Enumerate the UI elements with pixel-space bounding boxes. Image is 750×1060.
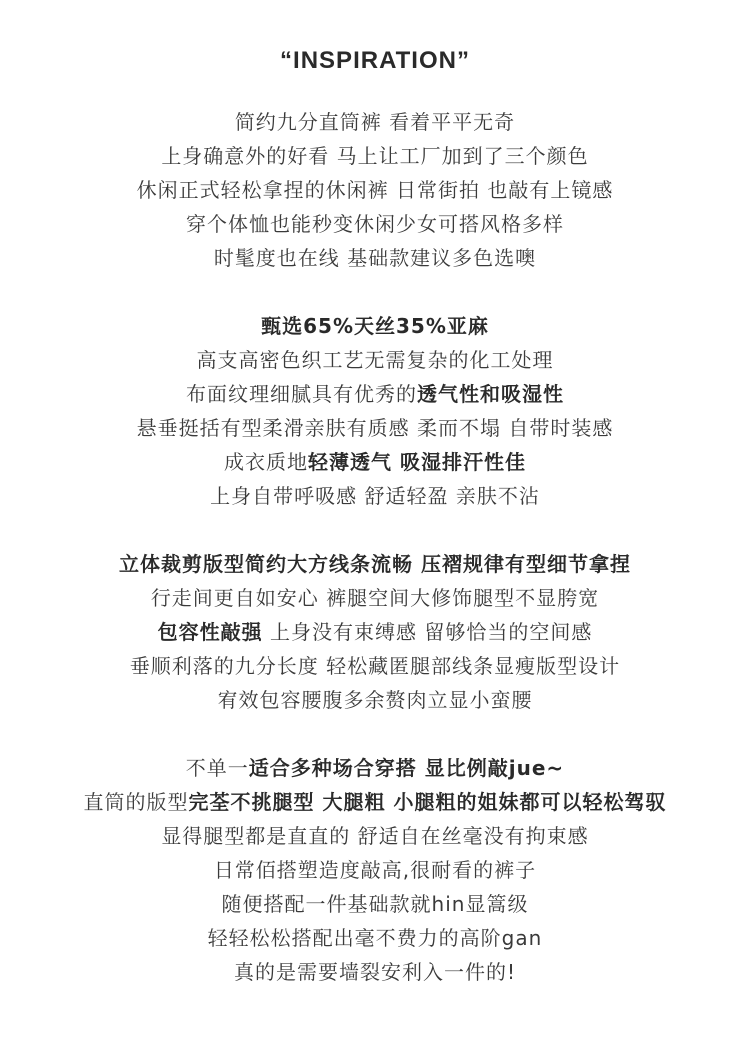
text-line [0,649,750,683]
body-text: 显得腿型都是直直的 舒适自在丝毫没有拘束感 [161,824,589,848]
body-text: 日常佰搭塑造度敲高,很耐看的裤子 [213,858,537,882]
text-line [0,785,750,819]
text-line [0,343,750,377]
text-line [0,615,750,649]
body-text: 成衣质地 [224,450,309,474]
page-title: “INSPIRATION” [280,47,470,74]
text-line [0,309,750,343]
body-text: 简约九分直筒裤 看着平平无奇 [234,110,516,134]
body-text: 不单一 [185,756,249,780]
highlight-text: 透气性和吸湿性 [417,382,564,406]
body-text: 直筒的版型 [83,790,189,814]
paragraph-versatility [0,751,750,989]
paragraph-fabric [0,309,750,513]
body-text: 轻轻松松搭配出毫不费力的高阶gan [207,926,543,950]
text-line [0,173,750,207]
highlight-text: 立体裁剪版型简约大方线条流畅 压褶规律有型细节拿捏 [119,552,631,576]
body-text: 布面纹理细腻具有优秀的 [186,382,417,406]
highlight-text: 适合多种场合穿搭 显比例敲jue~ [248,756,565,780]
text-line [0,479,750,513]
text-line [0,887,750,921]
body-text: 宥效包容腰腹多余赘肉立显小蛮腰 [217,688,533,712]
text-line [0,955,750,989]
text-line [0,377,750,411]
text-line [0,853,750,887]
highlight-text: 甄选65%天丝35%亚麻 [261,314,489,338]
body-text: 真的是需要墙裂安利入一件的! [233,960,517,984]
highlight-text: 完荃不挑腿型 大腿粗 小腿粗的姐妹都可以轻松驾驭 [188,790,667,814]
text-line [0,547,750,581]
text-line [0,139,750,173]
body-text: 悬垂挺括有型柔滑亲肤有质感 柔而不塌 自带时装感 [136,416,614,440]
body-text: 上身自带呼吸感 舒适轻盈 亲肤不沾 [210,484,540,508]
body-text: 垂顺利落的九分长度 轻松藏匿腿部线条显瘦版型设计 [129,654,621,678]
text-line [0,445,750,479]
text-line [0,241,750,275]
text-line [0,581,750,615]
body-text: 上身没有束缚感 留够恰当的空间感 [262,620,593,644]
highlight-text: 包容性敲强 [157,620,263,644]
body-text: 行走间更自如安心 裤腿空间大修饰腿型不显胯宽 [150,586,600,610]
body-text: 时髦度也在线 基础款建议多色选噢 [213,246,537,270]
text-line [0,751,750,785]
body-text: 高支高密色织工艺无需复杂的化工处理 [196,348,554,372]
text-line [0,411,750,445]
text-line [0,207,750,241]
highlight-text: 轻薄透气 吸湿排汗性佳 [308,450,526,474]
body-text: 休闲正式轻松拿捏的休闲裤 日常街拍 也敲有上镜感 [136,178,614,202]
text-line [0,819,750,853]
body-text: 上身确意外的好看 马上让工厂加到了三个颜色 [161,144,589,168]
paragraph-cut [0,547,750,717]
body-text: 穿个体恤也能秒变休闲少女可搭风格多样 [186,212,564,236]
paragraph-styling [0,105,750,275]
text-line [0,921,750,955]
text-line [0,683,750,717]
text-line [0,105,750,139]
body-text: 随便搭配一件基础款就hin显篙级 [221,892,529,916]
